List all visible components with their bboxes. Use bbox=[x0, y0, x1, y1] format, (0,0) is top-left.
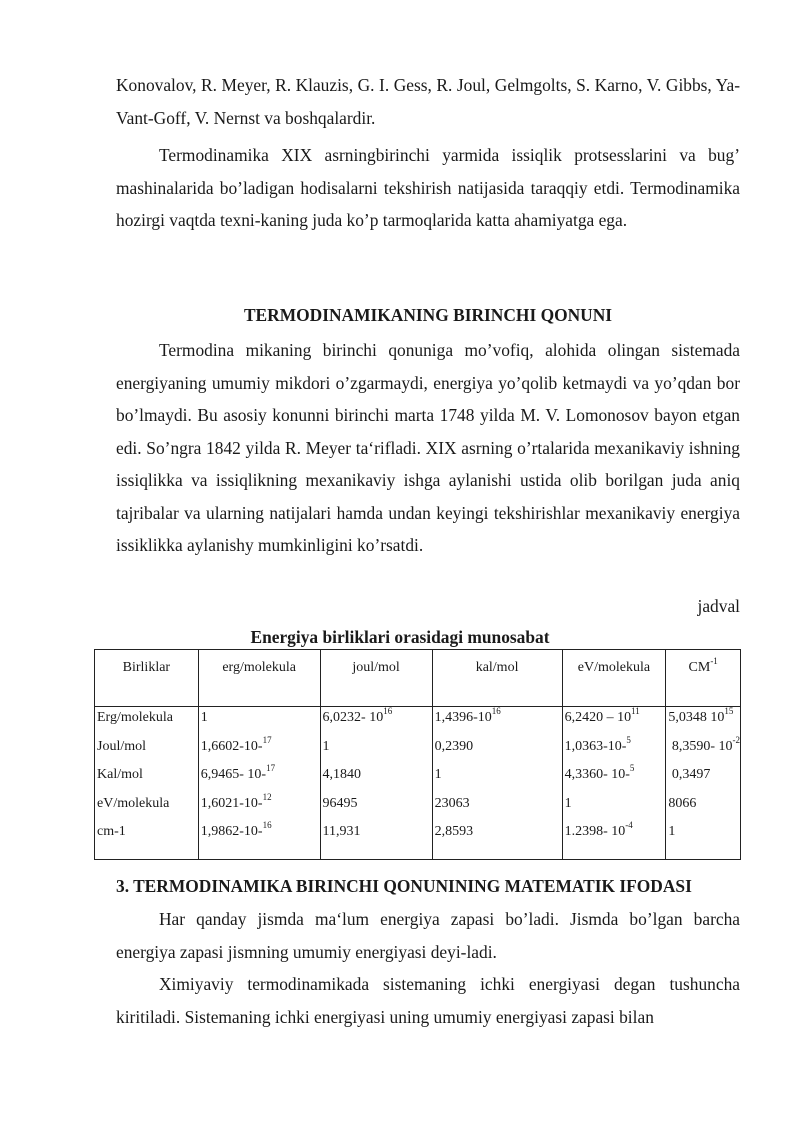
section-3-paragraph-1: Har qanday jismda ma‘lum energiya zapasi bo’ladi. Jismda bo’lgan barcha energiya zapasi jismning umumiy energiyasi deyi-ladi. bbox=[116, 909, 740, 962]
table-cell: 1 bbox=[668, 824, 676, 839]
table-cell: 0,2390 bbox=[434, 738, 474, 754]
erg-column-cell bbox=[198, 707, 320, 860]
ev-column-cell bbox=[562, 707, 666, 860]
section-3-paragraph-2: Ximiyaviy termodinamikada sistemaning ichki energiyasi degan tushuncha kiritiladi. Sistemaning ichki energiyasi uning umumiy energiyasi zapasi bilan bbox=[116, 974, 740, 1027]
header-cell: Birliklar bbox=[95, 650, 199, 707]
table-cell: 1,6602-10-$^{17}$ bbox=[200, 734, 272, 754]
table-cell: 2,8593 bbox=[434, 824, 474, 839]
table-cell: $1,4396-10^{16}$ bbox=[434, 706, 501, 725]
header-text: CM bbox=[688, 660, 711, 675]
section-3-title: 3. TERMODINAMIKA BIRINCHI QONUNINING MATEMATIK IFODASI bbox=[116, 876, 692, 896]
table-cell: 1 bbox=[322, 738, 330, 754]
table-cell: 6,0232- $10^{16}$ bbox=[322, 706, 393, 725]
joul-column-cell bbox=[320, 707, 432, 860]
header-cell: eV/molekula bbox=[562, 650, 666, 707]
table-cell: Joul/mol bbox=[97, 738, 147, 754]
table-cell: Kal/mol bbox=[97, 767, 143, 782]
table-cell: 23063 bbox=[434, 795, 470, 811]
energy-units-table bbox=[94, 649, 741, 860]
table-cell: eV/molekula bbox=[97, 795, 170, 811]
header-superscript: -1 bbox=[710, 656, 718, 666]
table-cell: 1,0363-10-$^5$ bbox=[564, 734, 631, 754]
table-cell: 1.2398- $10^{-4}$ bbox=[564, 820, 633, 839]
table-cell: 5,0348 $10^{15}$ bbox=[668, 706, 734, 725]
table-header-row bbox=[95, 650, 741, 707]
header-cell: joul/mol bbox=[320, 650, 432, 707]
table-body-row bbox=[95, 707, 741, 860]
header-cell: erg/molekula bbox=[198, 650, 320, 707]
table-cell: $6,2420 - 10^{11}$ bbox=[564, 706, 640, 725]
header-cell: kal/mol bbox=[432, 650, 562, 707]
table-cell: 96495 bbox=[322, 795, 358, 811]
table-cell: 0,3497 bbox=[668, 767, 711, 782]
table-cell: 1 bbox=[434, 767, 442, 782]
table-cell: Erg/molekula bbox=[97, 710, 173, 725]
table-caption: Energiya birliklari orasidagi munosabat bbox=[250, 627, 550, 647]
table-cell: 8066 bbox=[668, 795, 697, 811]
intro-paragraph: Konovalov, R. Meyer, R. Klauzis, G. I. Gess, R. Joul, Gelmgolts, S. Karno, V. Gibbs, Ya- Vant-Goff, V. Nernst va boshqalardir. bbox=[116, 75, 740, 128]
table-cell: 1 bbox=[200, 710, 208, 725]
table-label-jadval: jadval bbox=[697, 596, 740, 616]
table-cell: cm-1 bbox=[97, 824, 126, 839]
table-cell: 11,931 bbox=[322, 824, 361, 839]
first-law-paragraph: Termodina mikaning birinchi qonuniga mo’vofiq, alohida olingan sistemada energiyaning umumiy mikdori o’zgarmaydi, energiya yo’qolib ketmaydi va yo’qdan bor bo’lmaydi. Bu asosiy konunni birinchi marta 1748 yilda M. V. Lomonosov bayon etgan edi. So’ngra 1842 yilda R. Meyer ta‘rifladi. XIX asrning o’rtalarida mexanikaviy ishning issiqlikka va issiqlikning mexanikaviy ishga aylanishi ustida olib borilgan juda aniq tajribalar va ularning natijalari hamda undan keyingi tekshirishlar mexanikaviy energiya issiklikka aylanishy mumkinligini ko’rsatdi. bbox=[116, 340, 740, 555]
table-cell: 1 bbox=[564, 795, 572, 811]
table-cell: 8,3590- $10^{-2}$ bbox=[668, 734, 740, 754]
table-cell: 4,1840 bbox=[322, 767, 362, 782]
header-cell bbox=[666, 650, 741, 707]
table-cell: 1,6021-10-$^{12}$ bbox=[200, 791, 272, 811]
table-cell: 4,3360- 10-$^5$ bbox=[564, 763, 635, 782]
table-cell: 6,9465- 10-$^{17}$ bbox=[200, 763, 276, 782]
intro-paragraph-2: Termodinamika XIX asrningbirinchi yarmida issiqlik protsesslarini va bug’ mashinalarida bo’ladigan hodisalarni tekshirish natijasida taraqqiy etdi. Termodinamika hozirgi vaqtda texni-kaning juda ko’p tarmoqlarida katta ahamiyatga ega. bbox=[116, 145, 740, 230]
units-column-cell bbox=[95, 707, 199, 860]
section-title: TERMODINAMIKANING BIRINCHI QONUNI bbox=[243, 305, 613, 325]
table-cell: 1,9862-10-$^{16}$ bbox=[200, 820, 272, 839]
cm-column-cell bbox=[666, 707, 741, 860]
kal-column-cell bbox=[432, 707, 562, 860]
